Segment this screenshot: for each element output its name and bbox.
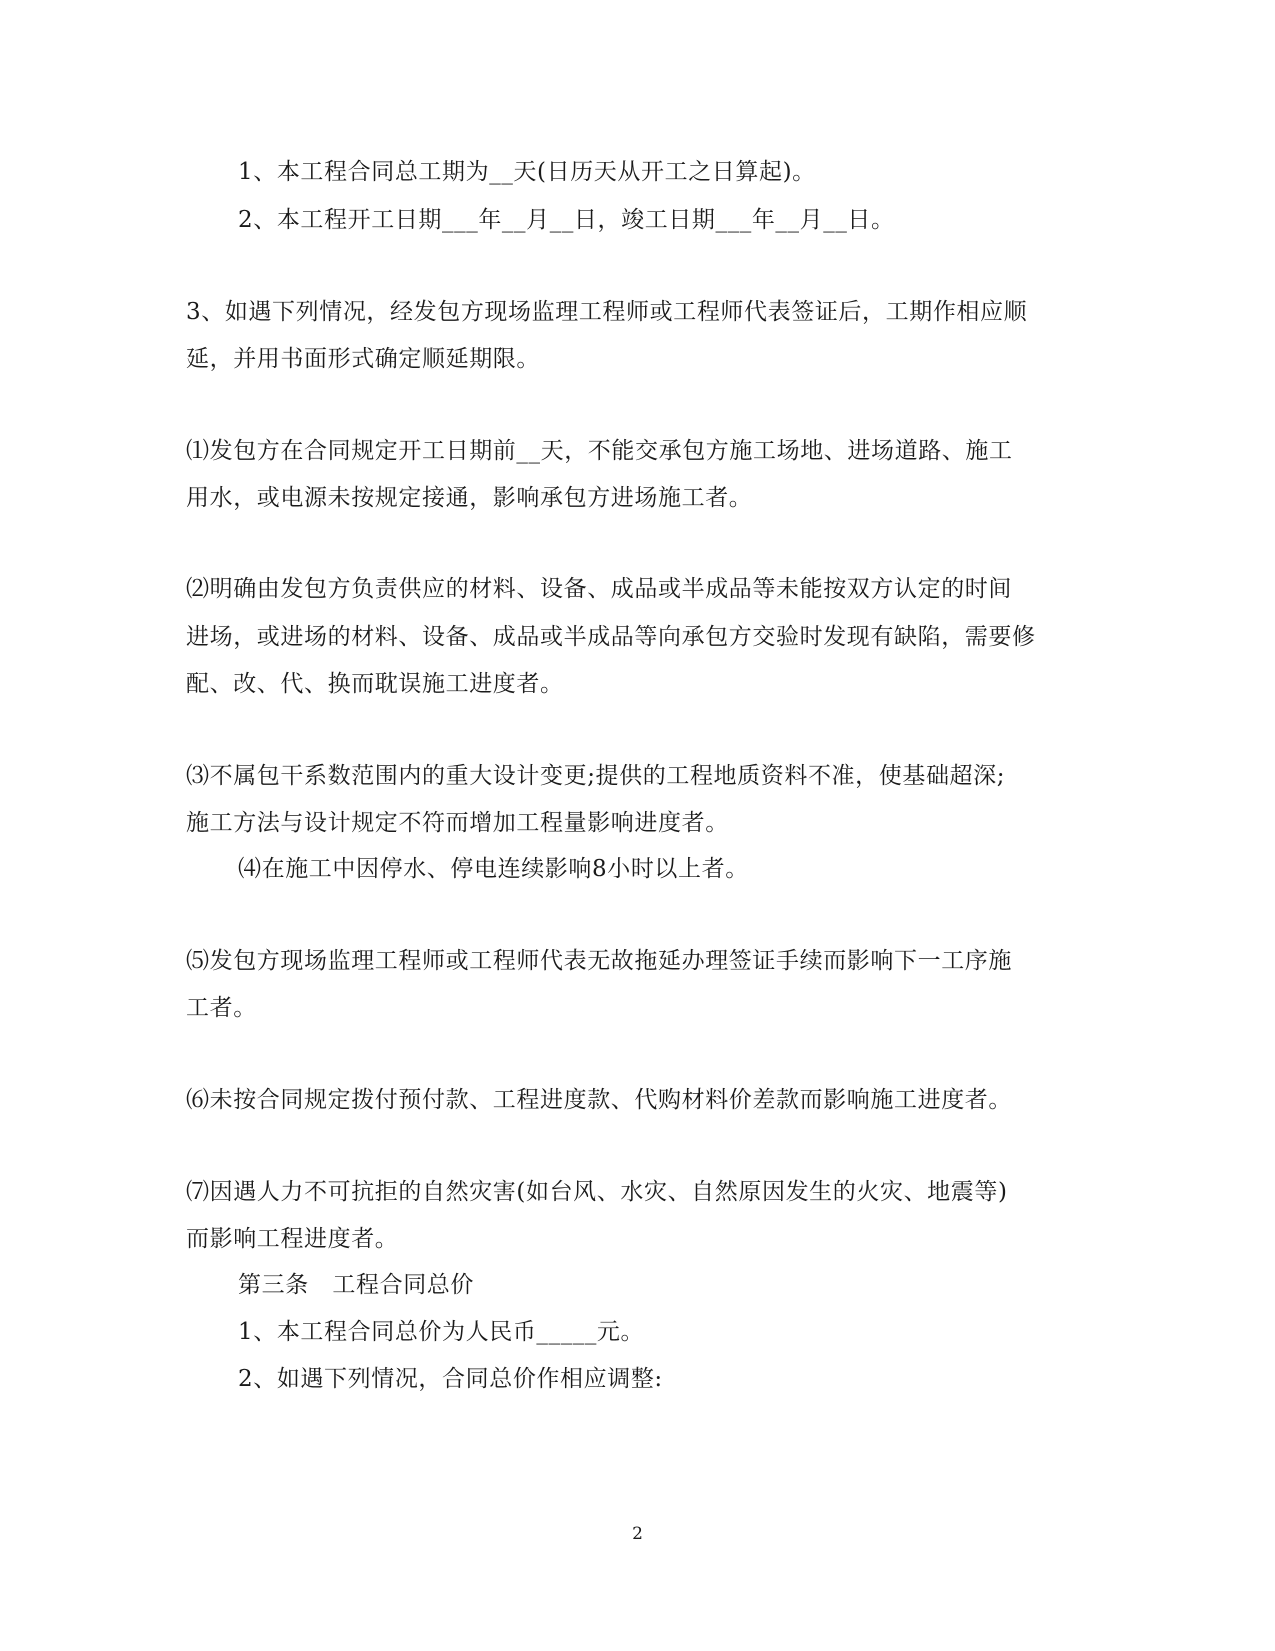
clause-total-duration: 1、本工程合同总工期为__天(日历天从开工之日算起)。 xyxy=(238,159,816,185)
item-7-line2: 而影响工程进度者。 xyxy=(186,1226,399,1252)
item-4: ⑷在施工中因停水、停电连续影响8小时以上者。 xyxy=(238,856,749,882)
item-6: ⑹未按合同规定拨付预付款、工程进度款、代购材料价差款而影响施工进度者。 xyxy=(186,1087,1012,1113)
page-number: 2 xyxy=(632,1524,643,1544)
item-1-line1: ⑴发包方在合同规定开工日期前__天，不能交承包方施工场地、进场道路、施工 xyxy=(186,438,1013,464)
clause-total-price: 1、本工程合同总价为人民币_____元。 xyxy=(238,1319,645,1345)
item-2-line1: ⑵明确由发包方负责供应的材料、设备、成品或半成品等未能按双方认定的时间 xyxy=(186,576,1012,602)
clause-extension-intro-line2: 延，并用书面形式确定顺延期限。 xyxy=(186,346,540,372)
clause-start-end-dates: 2、本工程开工日期___年__月__日，竣工日期___年__月__日。 xyxy=(238,207,895,233)
clause-price-adjustment: 2、如遇下列情况，合同总价作相应调整: xyxy=(238,1366,663,1392)
item-1-line2: 用水，或电源未按规定接通，影响承包方进场施工者。 xyxy=(186,485,753,511)
article-3-heading: 第三条 工程合同总价 xyxy=(238,1272,474,1298)
item-2-line3: 配、改、代、换而耽误施工进度者。 xyxy=(186,671,564,697)
item-3-line2: 施工方法与设计规定不符而增加工程量影响进度者。 xyxy=(186,810,729,836)
item-3-line1: ⑶不属包干系数范围内的重大设计变更;提供的工程地质资料不准，使基础超深; xyxy=(186,763,1006,789)
clause-extension-intro-line1: 3、如遇下列情况，经发包方现场监理工程师或工程师代表签证后，工期作相应顺 xyxy=(186,299,1028,325)
item-5-line1: ⑸发包方现场监理工程师或工程师代表无故拖延办理签证手续而影响下一工序施 xyxy=(186,948,1012,974)
item-7-line1: ⑺因遇人力不可抗拒的自然灾害(如台风、水灾、自然原因发生的火灾、地震等) xyxy=(186,1179,1008,1205)
item-5-line2: 工者。 xyxy=(186,995,257,1021)
item-2-line2: 进场，或进场的材料、设备、成品或半成品等向承包方交验时发现有缺陷，需要修 xyxy=(186,624,1036,650)
